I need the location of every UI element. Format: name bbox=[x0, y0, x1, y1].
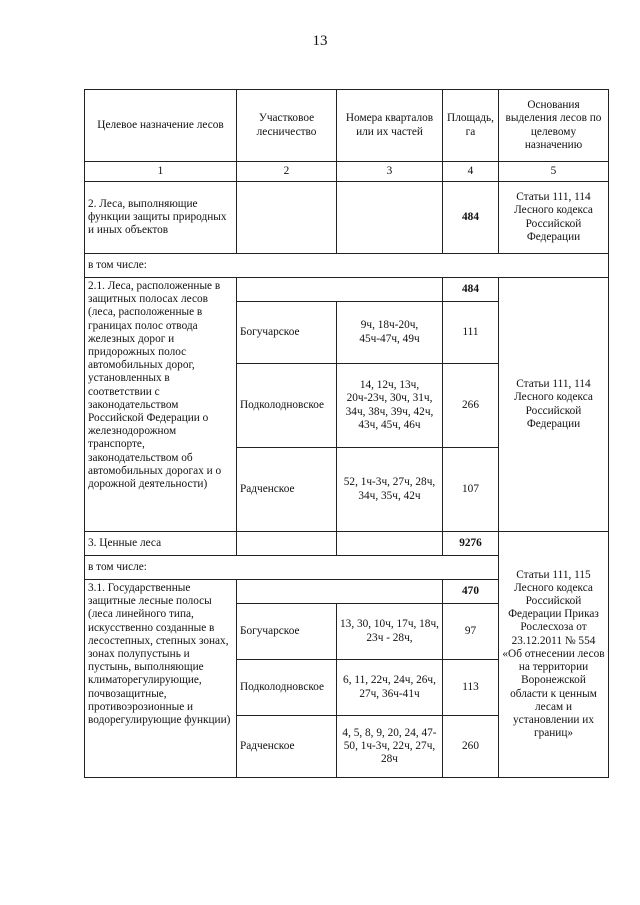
forest-purpose-table bbox=[84, 89, 609, 778]
area-cell: 97 bbox=[443, 604, 499, 660]
empty-cell bbox=[237, 532, 337, 556]
subsection-title: 3.1. Государственные защитные лесные полосы (леса линейного типа, искусственно созданные в лесостепных, степных зонах, зонах полупустынь и пустынь, выполняющие климаторегулирующие, почвозащитные, противоэрозионные и водорегулирующие функции) bbox=[85, 580, 237, 778]
quarters-cell: 13, 30, 10ч, 17ч, 18ч, 23ч - 28ч, bbox=[337, 604, 443, 660]
table-row bbox=[85, 278, 609, 302]
header-purpose: Целевое назначение лесов bbox=[85, 90, 237, 162]
forestry-name: Радченское bbox=[237, 716, 337, 778]
basis-cell: Статьи 111, 115 Лесного кодекса Российской Федерации Приказ Рослесхоза от 23.12.2011 № 554 «Об отнесении лесов на территории Воронежской области к ценным лесам и установлении их границ» bbox=[499, 532, 609, 778]
area-total: 470 bbox=[443, 580, 499, 604]
quarters-cell: 52, 1ч-3ч, 27ч, 28ч, 34ч, 35ч, 42ч bbox=[337, 448, 443, 532]
area-cell: 266 bbox=[443, 364, 499, 448]
empty-cell bbox=[237, 580, 443, 604]
section-title: 3. Ценные леса bbox=[85, 532, 237, 556]
header-area: Площадь, га bbox=[443, 90, 499, 162]
empty-cell bbox=[337, 532, 443, 556]
subsection-title: 2.1. Леса, расположенные в защитных полосах лесов (леса, расположенные в границах полос отвода железных дорог и придорожных полос автомобильных дорог, установленных в соответствии с законодательством Российской Федерации о железнодорожном транспорте, законодательством об автомобильных дорогах и о дорожной деятельности) bbox=[85, 278, 237, 532]
forestry-name: Подколодновское bbox=[237, 364, 337, 448]
area-cell: 111 bbox=[443, 302, 499, 364]
col-number: 5 bbox=[499, 162, 609, 182]
table-row bbox=[85, 532, 609, 556]
area-cell: 113 bbox=[443, 660, 499, 716]
col-number: 4 bbox=[443, 162, 499, 182]
empty-cell bbox=[337, 182, 443, 254]
area-total: 484 bbox=[443, 278, 499, 302]
empty-cell bbox=[237, 278, 443, 302]
quarters-cell: 6, 11, 22ч, 24ч, 26ч, 27ч, 36ч-41ч bbox=[337, 660, 443, 716]
quarters-cell: 14, 12ч, 13ч, 20ч-23ч, 30ч, 31ч, 34ч, 38ч, 39ч, 42ч, 43ч, 45ч, 46ч bbox=[337, 364, 443, 448]
forestry-name: Богучарское bbox=[237, 302, 337, 364]
table-row bbox=[85, 182, 609, 254]
forestry-name: Богучарское bbox=[237, 604, 337, 660]
basis-cell: Статьи 111, 114 Лесного кодекса Российской Федерации bbox=[499, 278, 609, 532]
quarters-cell: 9ч, 18ч-20ч, 45ч-47ч, 49ч bbox=[337, 302, 443, 364]
header-basis: Основания выделения лесов по целевому назначению bbox=[499, 90, 609, 162]
header-forestry: Участковое лесничество bbox=[237, 90, 337, 162]
col-number: 2 bbox=[237, 162, 337, 182]
header-quarters: Номера кварталов или их частей bbox=[337, 90, 443, 162]
forestry-name: Радченское bbox=[237, 448, 337, 532]
forestry-name: Подколодновское bbox=[237, 660, 337, 716]
table-row bbox=[85, 254, 609, 278]
area-cell: 107 bbox=[443, 448, 499, 532]
table-header-row bbox=[85, 90, 609, 162]
quarters-cell: 4, 5, 8, 9, 20, 24, 47-50, 1ч-3ч, 22ч, 27ч, 28ч bbox=[337, 716, 443, 778]
column-number-row bbox=[85, 162, 609, 182]
section-title: 2. Леса, выполняющие функции защиты природных и иных объектов bbox=[85, 182, 237, 254]
area-total: 9276 bbox=[443, 532, 499, 556]
including-label: в том числе: bbox=[85, 556, 499, 580]
col-number: 3 bbox=[337, 162, 443, 182]
including-label: в том числе: bbox=[85, 254, 609, 278]
page-number: 13 bbox=[312, 33, 328, 49]
area-total: 484 bbox=[443, 182, 499, 254]
basis-cell: Статьи 111, 114 Лесного кодекса Российской Федерации bbox=[499, 182, 609, 254]
col-number: 1 bbox=[85, 162, 237, 182]
area-cell: 260 bbox=[443, 716, 499, 778]
empty-cell bbox=[237, 182, 337, 254]
